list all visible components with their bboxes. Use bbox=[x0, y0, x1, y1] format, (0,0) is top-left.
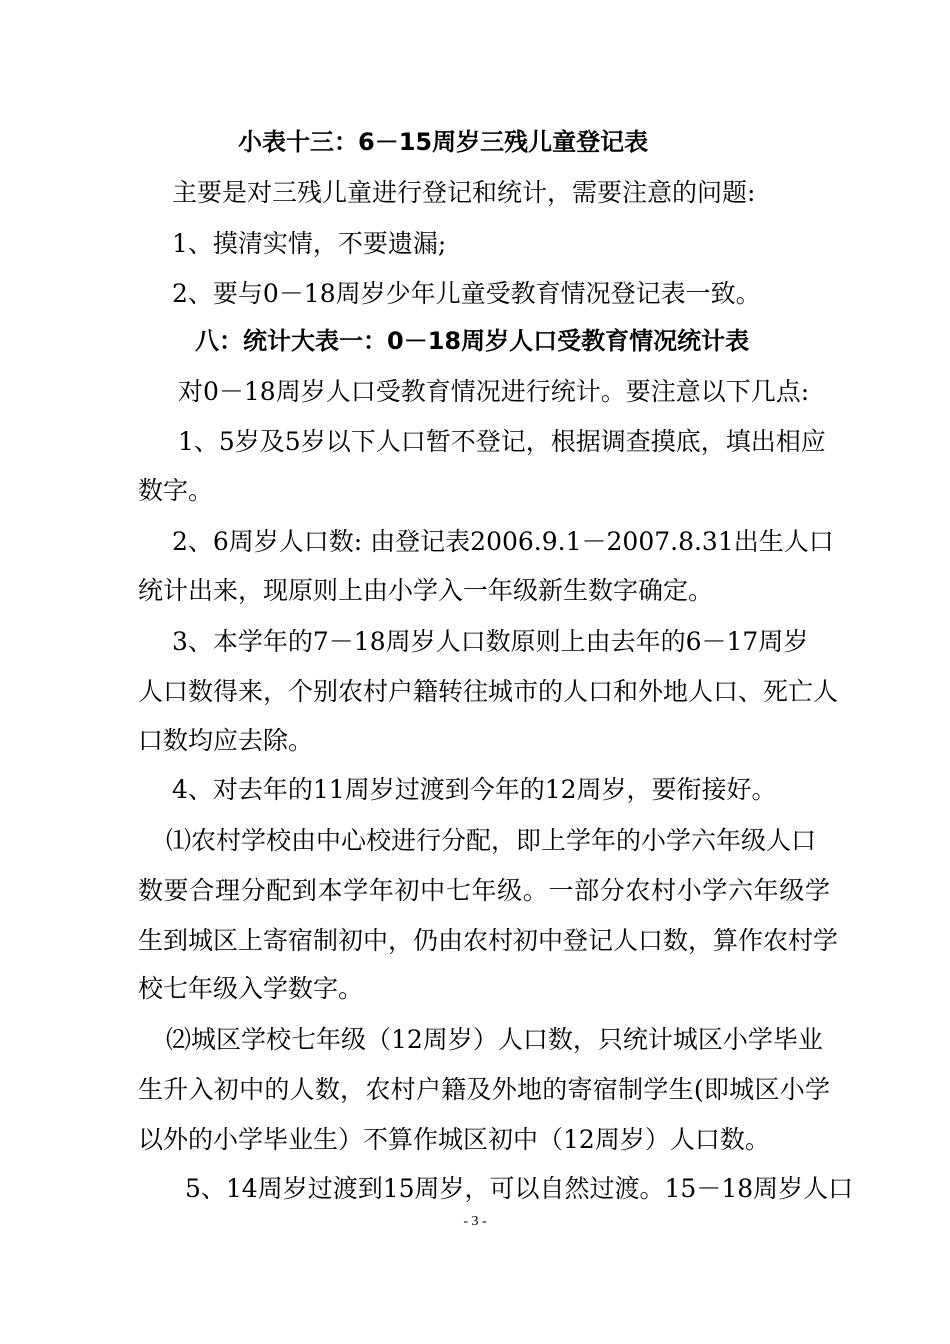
paragraph-intro: 主要是对三残儿童进行登记和统计，需要注意的问题: bbox=[172, 178, 756, 207]
paragraph-line: 生到城区上寄宿制初中，仍由农村初中登记人口数，算作农村学 bbox=[138, 926, 839, 955]
paragraph-line: ⑵城区学校七年级（12周岁）人口数，只统计城区小学毕业 bbox=[166, 1025, 823, 1054]
paragraph-line: 以外的小学毕业生）不算作城区初中（12周岁）人口数。 bbox=[138, 1125, 770, 1154]
paragraph-line: 2、6周岁人口数: 由登记表2006.9.1－2007.8.31出生人口 bbox=[172, 527, 834, 556]
paragraph-line: 数要合理分配到本学年初中七年级。一部分农村小学六年级学 bbox=[138, 876, 830, 905]
section-heading-table-13: 小表十三：6－15周岁三残儿童登记表 bbox=[238, 128, 649, 156]
section-heading-table-1: 八：统计大表一：0－18周岁人口受教育情况统计表 bbox=[195, 327, 750, 355]
paragraph-line: 人口数得来，个别农村户籍转往城市的人口和外地人口、死亡人 bbox=[138, 677, 839, 706]
page-number: - 3 - bbox=[463, 1214, 487, 1229]
paragraph-line: 口数均应去除。 bbox=[138, 726, 314, 755]
paragraph-line: 4、对去年的11周岁过渡到今年的12周岁，要衔接好。 bbox=[172, 775, 777, 804]
list-item: 2、要与0－18周岁少年儿童受教育情况登记表一致。 bbox=[172, 279, 761, 308]
paragraph-line: 数字。 bbox=[138, 476, 214, 505]
paragraph-line: ⑴农村学校由中心校进行分配，即上学年的小学六年级人口 bbox=[166, 826, 817, 855]
paragraph-line: 5、14周岁过渡到15周岁，可以自然过渡。15－18周岁人口 bbox=[185, 1174, 854, 1203]
paragraph-line: 校七年级入学数字。 bbox=[138, 974, 364, 1003]
paragraph-line: 统计出来，现原则上由小学入一年级新生数字确定。 bbox=[138, 576, 714, 605]
paragraph-line: 生升入初中的人数，农村户籍及外地的寄宿制学生(即城区小学 bbox=[138, 1075, 830, 1104]
paragraph-intro: 对0－18周岁人口受教育情况进行统计。要注意以下几点: bbox=[178, 377, 810, 406]
paragraph-line: 1、5岁及5岁以下人口暂不登记，根据调查摸底，填出相应 bbox=[178, 427, 826, 456]
paragraph-line: 3、本学年的7－18周岁人口数原则上由去年的6－17周岁 bbox=[172, 627, 809, 656]
list-item: 1、摸清实情，不要遗漏; bbox=[172, 229, 447, 258]
